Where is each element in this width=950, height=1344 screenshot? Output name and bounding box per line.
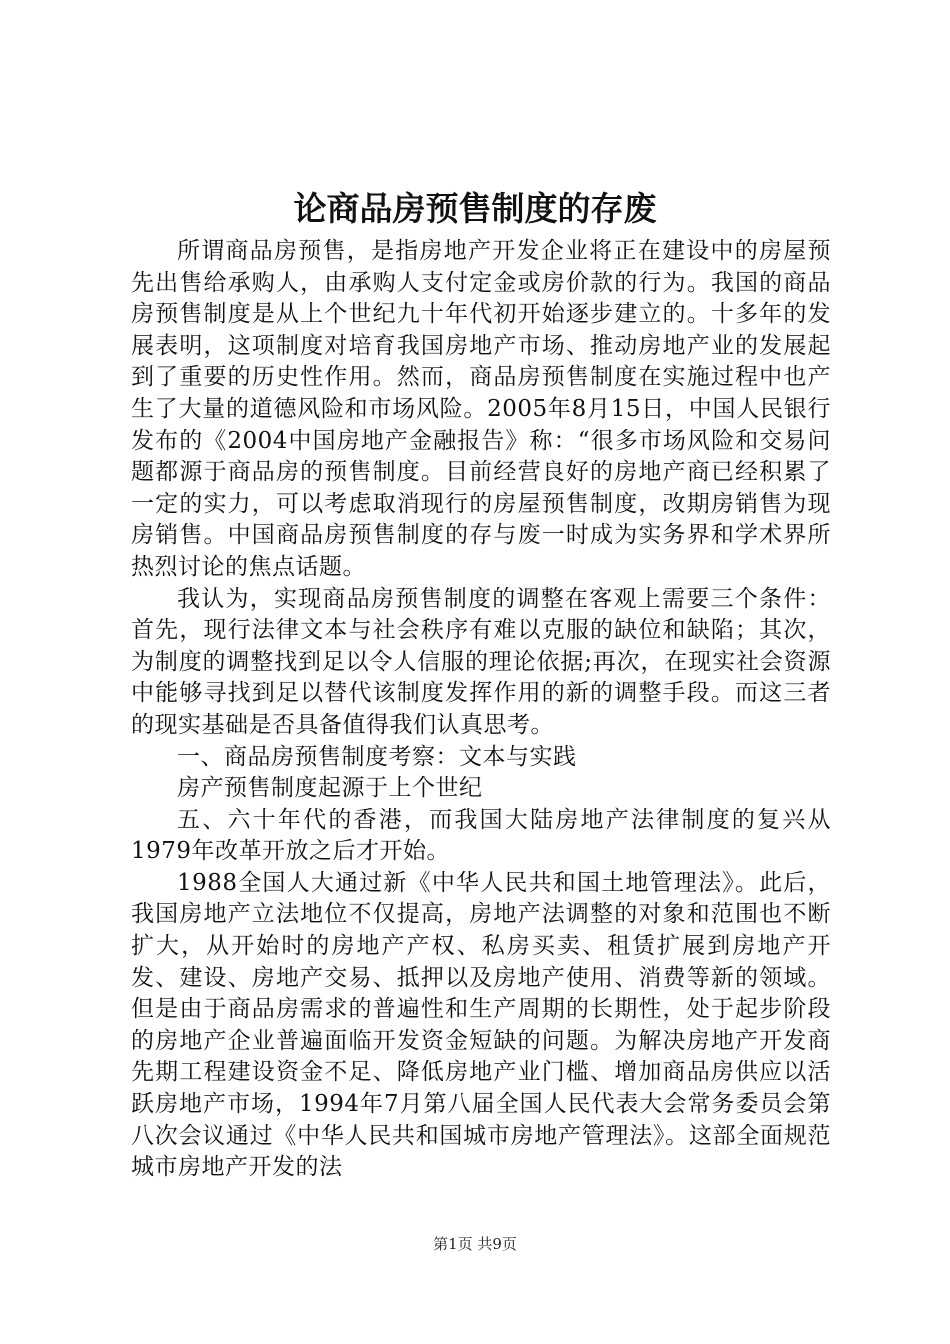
page-number-footer: 第1页 共9页: [433, 1235, 517, 1253]
section-heading-1: 一、商品房预售制度考察：文本与实践: [177, 743, 577, 770]
paragraph-origin: 房产预售制度起源于上个世纪: [177, 775, 483, 802]
document-title: 论商品房预售制度的存废: [293, 189, 657, 228]
paragraph-hongkong: 五、六十年代的香港，而我国大陆房地产法律制度的复兴从1979年改革开放之后才开始。: [131, 806, 831, 865]
paragraph-conditions: 我认为，实现商品房预售制度的调整在客观上需要三个条件：首先，现行法律文本与社会秩序有难以克服的缺位和缺陷；其次，为制度的调整找到足以令人信服的理论依据;再次，在现实社会资源中能够寻找到足以替代该制度发挥作用的新的调整手段。而这三者的现实基础是否具备值得我们认真思考。: [131, 585, 831, 738]
paragraph-legislation: 1988全国人大通过新《中华人民共和国土地管理法》。此后，我国房地产立法地位不仅提高，房地产法调整的对象和范围也不断扩大，从开始时的房地产产权、私房买卖、租赁扩展到房地产开发、建设、房地产交易、抵押以及房地产使用、消费等新的领域。但是由于商品房需求的普遍性和生产周期的长期性，处于起步阶段的房地产企业普遍面临开发资金短缺的问题。为解决房地产开发商先期工程建设资金不足、降低房地产业门槛、增加商品房供应以活跃房地产市场，1994年7月第八届全国人民代表大会常务委员会第八次会议通过《中华人民共和国城市房地产管理法》。这部全面规范城市房地产开发的法: [131, 869, 831, 1181]
paragraph-intro: 所谓商品房预售，是指房地产开发企业将正在建设中的房屋预先出售给承购人，由承购人支付定金或房价款的行为。我国的商品房预售制度是从上个世纪九十年代初开始逐步建立的。十多年的发展表明，这项制度对培育我国房地产市场、推动房地产业的发展起到了重要的历史性作用。然而，商品房预售制度在实施过程中也产生了大量的道德风险和市场风险。2005年8月15日，中国人民银行发布的《2004中国房地产金融报告》称：“很多市场风险和交易问题都源于商品房的预售制度。目前经营良好的房地产商已经积累了一定的实力，可以考虑取消现行的房屋预售制度，改期房销售为现房销售。中国商品房预售制度的存与废一时成为实务界和学术界所热烈讨论的焦点话题。: [131, 238, 831, 580]
document-body: [131, 236, 831, 1184]
